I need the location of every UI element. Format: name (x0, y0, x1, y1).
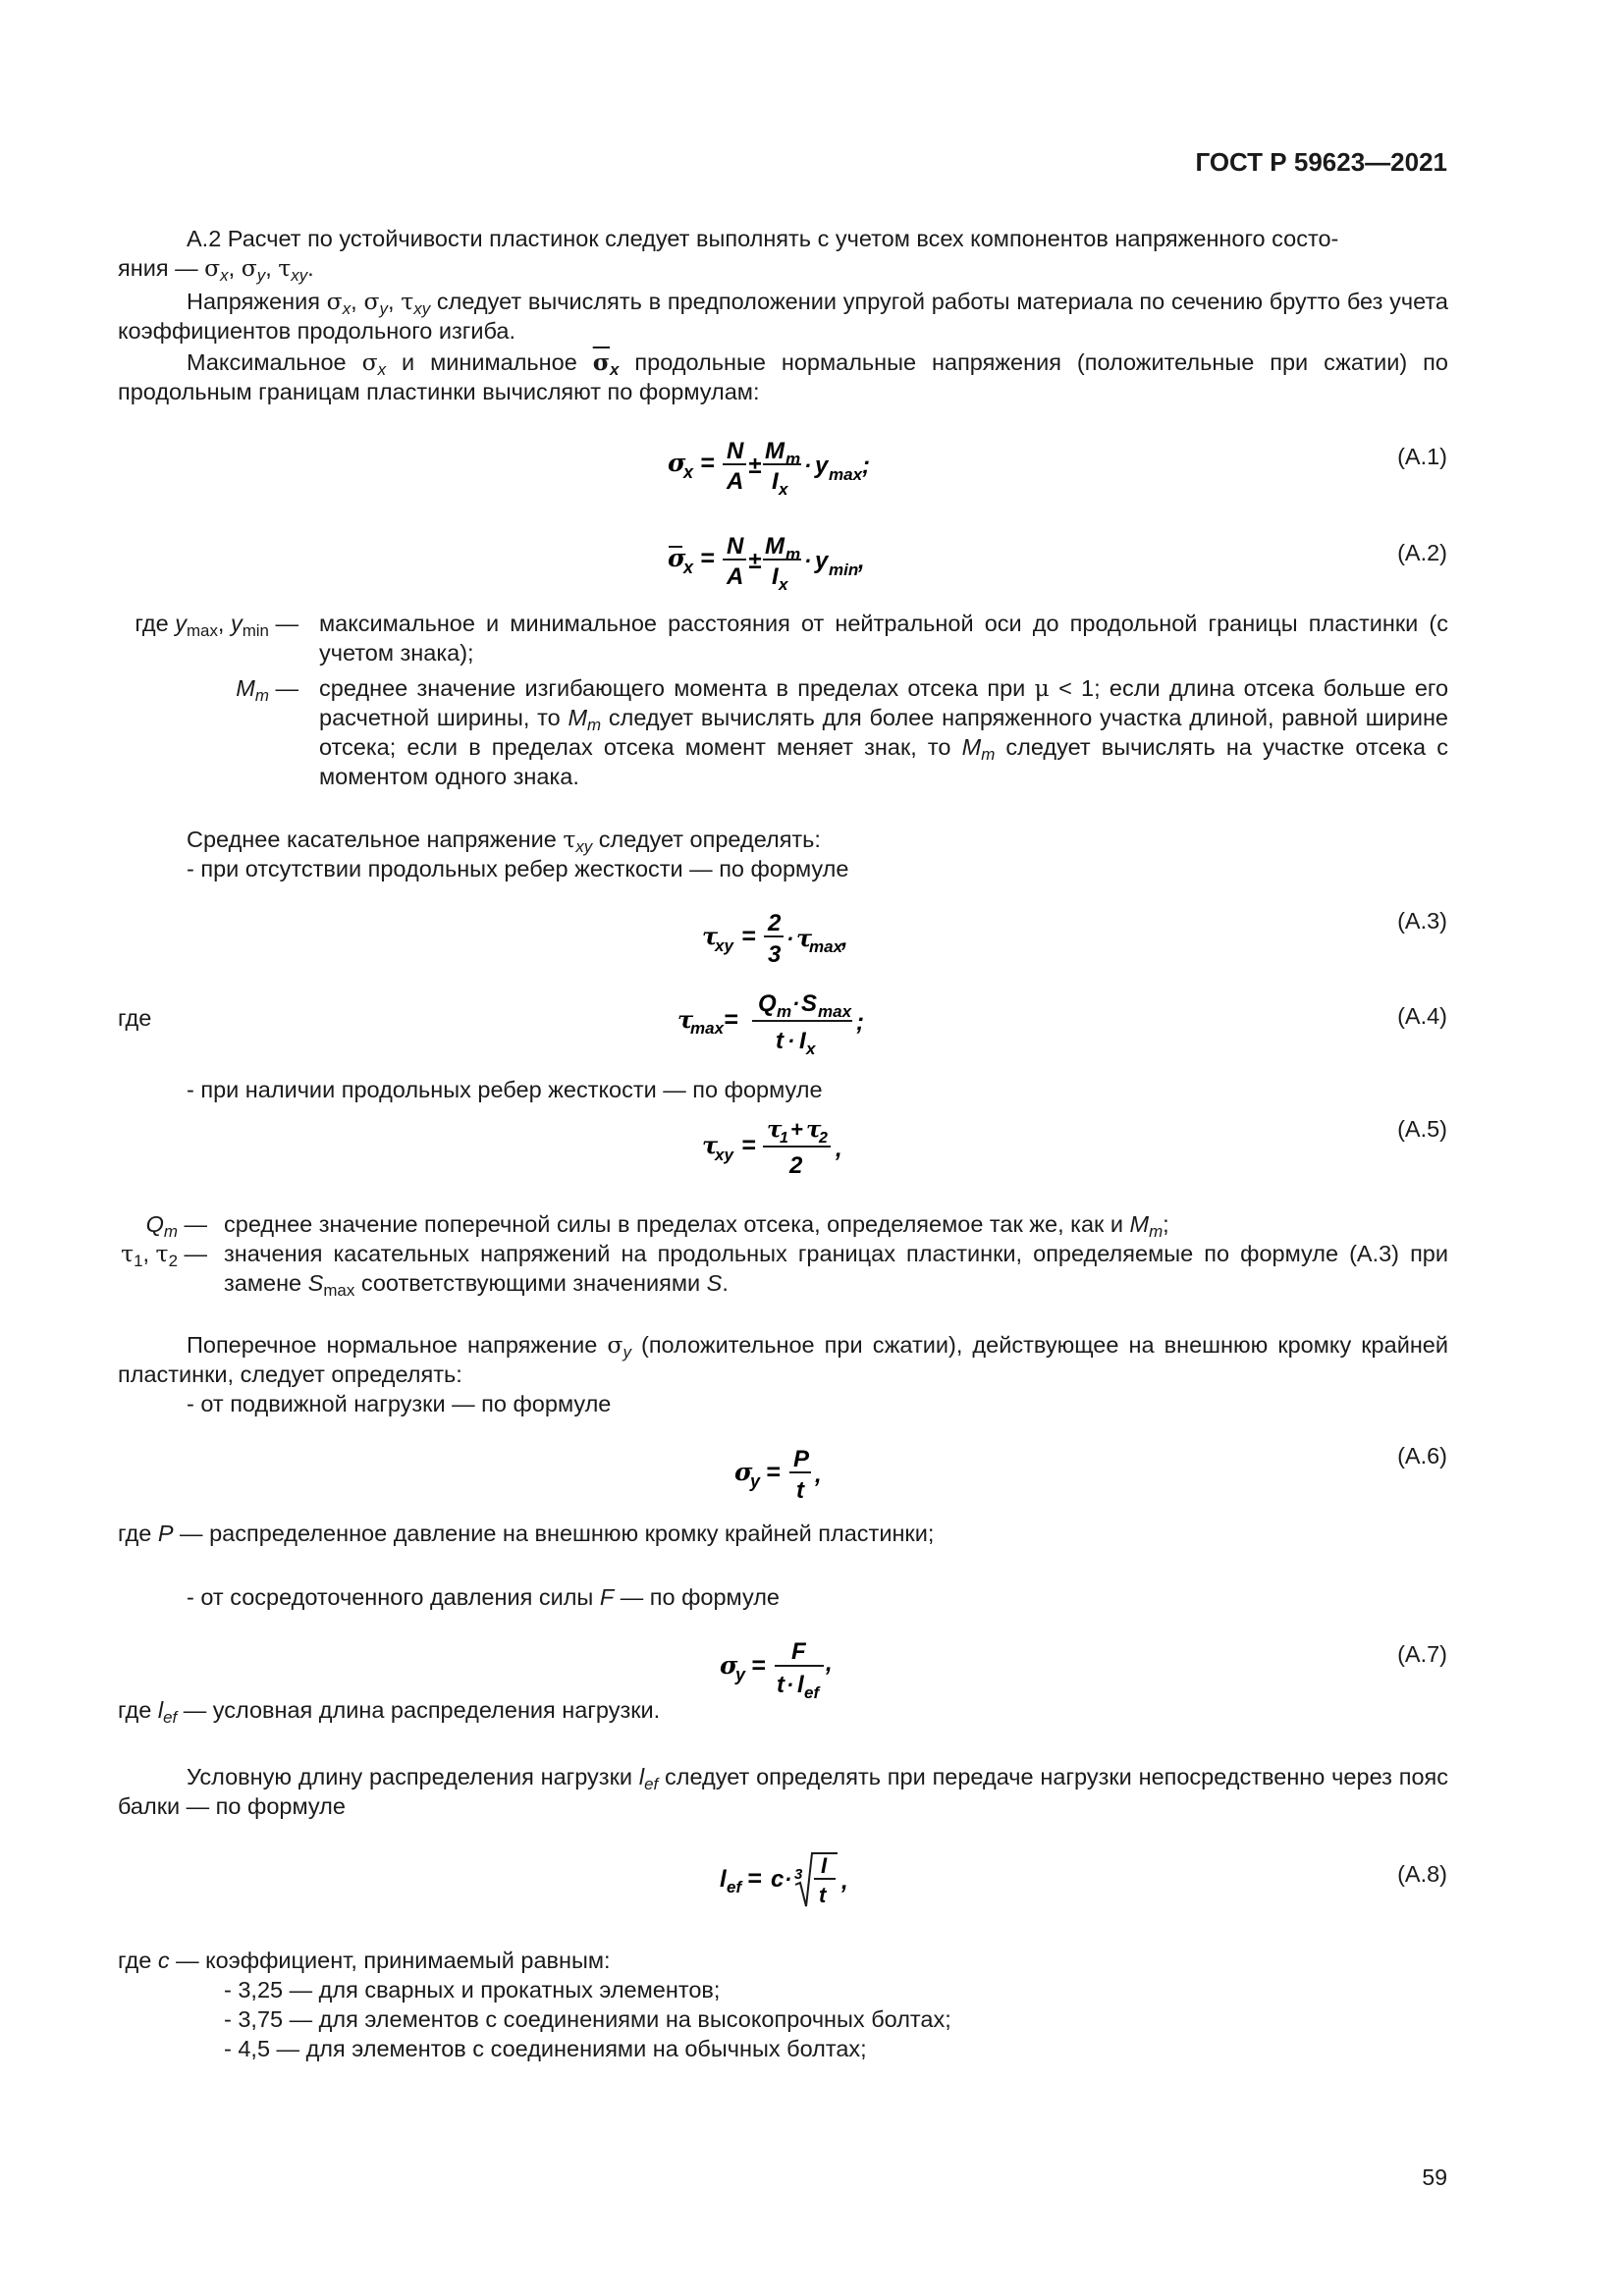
list-item-c2: - 3,75 — для элементов с соединениями на высокопрочных болтах; (224, 2006, 951, 2032)
svg-text:S: S (801, 990, 818, 1017)
svg-text:τ: τ (767, 1116, 783, 1143)
svg-text:=: = (747, 1865, 762, 1893)
definition-text-mm: среднее значение изгибающего момента в пределах отсека при μ < 1; если длина отсека больше его расчетной ширины, то $M_m$ следует вычислять для более напряженного участка длиной, равной ширине отсека; если в пределах отсека момент меняет знак, то $M_m$ следует вычислять на участке отсека с моментом одного знака. (319, 674, 1449, 789)
svg-text:t: t (776, 1028, 784, 1054)
formula-a5-svg (702, 1107, 898, 1186)
svg-text:Q: Q (758, 990, 777, 1017)
svg-text:m: m (785, 545, 801, 563)
svg-text:y: y (750, 1471, 761, 1491)
equation-number-a8: (А.8) (1397, 1861, 1447, 1887)
definition-text-tau12: значения касательных напряжений на продольных границах пластинки, определяемые по формуле (А.3) при замене $S_{max}$ соответствующими значениями S. (224, 1241, 1448, 1301)
svg-text:max: max (818, 1002, 852, 1021)
svg-text:c: c (771, 1866, 785, 1893)
svg-text:3: 3 (794, 1866, 803, 1883)
svg-text:N: N (727, 533, 744, 560)
svg-text:3: 3 (768, 941, 782, 968)
formula-a2 (668, 527, 903, 603)
formula-a7 (720, 1629, 877, 1715)
definition-text-ymax: максимальное и минимальное расстояния от нейтральной оси до продольной границы пластинки (с учетом знака); (319, 611, 1448, 666)
list-item-with-ribs: - при наличии продольных ребер жесткости — по формуле (187, 1077, 823, 1102)
formula-a5 (702, 1107, 898, 1193)
svg-text:x: x (779, 575, 788, 594)
svg-text:2: 2 (789, 1152, 803, 1179)
svg-text:=: = (766, 1459, 781, 1486)
svg-text:m: m (785, 450, 801, 468)
svg-text:y: y (815, 548, 829, 574)
where-p: где P — распределенное давление на внешнюю кромку крайней пластинки; (118, 1521, 935, 1546)
where-label-a4: где (118, 1005, 152, 1031)
svg-text:M: M (765, 533, 785, 560)
svg-text:σ: σ (720, 1651, 738, 1680)
formula-a3-svg (702, 903, 898, 972)
svg-text:ef: ef (804, 1683, 820, 1702)
paragraph-sigma-y: Поперечное нормальное напряжение $\sigma_y$ (положительное при сжатии), действующее на внешнюю кромку крайней пластинки, следует определять: (118, 1331, 1449, 1387)
svg-text:xy: xy (715, 1146, 733, 1164)
equation-number-a4: (А.4) (1397, 1003, 1447, 1029)
svg-text:σ: σ (734, 1458, 753, 1486)
page-number: 59 (1422, 2164, 1447, 2190)
svg-text:·: · (787, 1029, 795, 1053)
svg-text:A: A (727, 563, 744, 590)
paragraph-max-min: Максимальное $\sigma_x$ и минимальное $\overline{\sigma}_x$ продольные нормальные напряжения (положительные при сжатии) по продольным границам пластинки вычисляют по формулам: (118, 348, 1448, 404)
svg-text:·: · (804, 454, 812, 478)
svg-text:x: x (806, 1040, 816, 1058)
list-item-c3: - 4,5 — для элементов с соединениями на обычных болтах; (224, 2036, 867, 2061)
document-header: ГОСТ Р 59623—2021 (1195, 147, 1447, 177)
svg-text:max: max (809, 937, 843, 956)
list-item-no-ribs: - при отсутствии продольных ребер жесткости — по формуле (187, 856, 849, 881)
svg-text:·: · (786, 927, 794, 951)
svg-text:,: , (826, 1650, 833, 1677)
svg-text:,: , (841, 1868, 848, 1895)
svg-text:t: t (796, 1477, 804, 1504)
svg-text:+: + (790, 1117, 803, 1142)
list-item-point-load: - от сосредоточенного давления силы F — по формуле (187, 1584, 780, 1610)
list-item-c1: - 3,25 — для сварных и прокатных элементов; (224, 1977, 721, 2002)
svg-text:±: ± (748, 453, 762, 479)
svg-text:max: max (690, 1019, 725, 1038)
svg-text:τ: τ (677, 1005, 694, 1034)
formula-a1-svg (668, 432, 903, 501)
svg-text:M: M (765, 438, 785, 464)
definition-text-qm: среднее значение поперечной силы в пределах отсека, определяемое так же, как и $M_m$; (224, 1211, 1169, 1242)
svg-text:F: F (791, 1638, 806, 1665)
svg-text:;: ; (856, 1009, 864, 1036)
svg-text:2: 2 (768, 910, 782, 936)
svg-text:τ: τ (796, 924, 813, 952)
paragraph-lef: Условную длину распределения нагрузки $l_{ef}$ следует определять при передаче нагрузки непосредственно через пояс балки — по формуле (118, 1764, 1449, 1819)
svg-text:,: , (858, 548, 865, 574)
formula-a6 (734, 1439, 872, 1515)
svg-text:l: l (720, 1866, 727, 1893)
paragraph-tau: Среднее касательное напряжение $\tau_{xy}$ следует определять: (187, 826, 821, 857)
svg-text:y: y (815, 453, 829, 479)
svg-text:min: min (829, 561, 859, 579)
svg-text:x: x (683, 558, 694, 577)
svg-text:=: = (724, 1006, 738, 1034)
formula-a4-svg (677, 984, 913, 1062)
paragraph-a2-line2: яния — $\sigma_x$, $\sigma_y$, $\tau_{xy}$. (118, 254, 314, 286)
svg-text:=: = (700, 545, 715, 572)
svg-text:·: · (785, 1867, 792, 1892)
definition-term-ymax: где $y_{max}$, $y_{min}$ — (135, 611, 298, 641)
where-c: где c — коэффициент, принимаемый равным: (118, 1948, 611, 1973)
svg-text:=: = (700, 450, 715, 477)
definition-term-mm: $M_m$ — (236, 675, 298, 706)
svg-text:τ: τ (702, 922, 719, 950)
formula-a8 (720, 1845, 877, 1931)
svg-text:=: = (751, 1652, 766, 1680)
formula-a1 (668, 432, 903, 507)
svg-text:ef: ef (727, 1878, 742, 1896)
svg-text:=: = (741, 923, 756, 950)
formula-a7-svg (720, 1629, 877, 1708)
svg-text:·: · (804, 549, 812, 573)
equation-number-a7: (А.7) (1397, 1641, 1447, 1667)
svg-text:N: N (727, 438, 744, 464)
svg-text:±: ± (748, 548, 762, 574)
svg-text:,: , (815, 1462, 822, 1488)
svg-text:τ: τ (806, 1116, 822, 1143)
svg-text:t: t (777, 1672, 785, 1698)
definition-term-tau12: $\tau_1$, $\tau_2$ — (121, 1240, 207, 1271)
svg-text:xy: xy (715, 936, 733, 955)
equation-number-a3: (А.3) (1397, 908, 1447, 934)
svg-text:·: · (792, 991, 800, 1016)
formula-a3 (702, 903, 898, 979)
formula-a6-svg (734, 1439, 872, 1508)
svg-text:σ: σ (668, 449, 686, 477)
svg-text:x: x (779, 480, 788, 499)
svg-text:max: max (829, 465, 863, 484)
svg-text:I: I (772, 563, 779, 590)
svg-text:I: I (799, 1028, 806, 1054)
paragraph-stresses: Напряжения $\sigma_x$, $\sigma_y$, $\tau_{xy}$ следует вычислять в предположении упругой работы материала по сечению брутто без учета коэффициентов продольного изгиба. (118, 288, 1448, 344)
svg-text:P: P (793, 1446, 810, 1472)
svg-text:σ: σ (668, 544, 686, 572)
definition-term-qm: $Q_m$ — (145, 1211, 207, 1242)
equation-number-a6: (А.6) (1397, 1443, 1447, 1468)
svg-text:1: 1 (780, 1130, 788, 1147)
where-lef: где $l_{ef}$ — условная длина распределения нагрузки. (118, 1697, 661, 1728)
svg-text:=: = (741, 1132, 756, 1159)
svg-text:x: x (683, 462, 694, 482)
svg-text:m: m (777, 1002, 792, 1021)
svg-text:τ: τ (702, 1131, 719, 1159)
svg-text:I: I (772, 468, 779, 495)
formula-a4 (677, 984, 913, 1069)
svg-text:A: A (727, 468, 744, 495)
equation-number-a5: (А.5) (1397, 1116, 1447, 1142)
paragraph-a2-line1: А.2 Расчет по устойчивости пластинок следует выполнять с учетом всех компонентов напряженного состо- (187, 226, 1339, 251)
formula-a8-svg (720, 1845, 877, 1924)
equation-number-a2: (А.2) (1397, 540, 1447, 565)
svg-text:;: ; (862, 453, 870, 479)
svg-text:,: , (841, 926, 848, 952)
paragraph-a2 (118, 224, 1448, 253)
svg-text:,: , (836, 1136, 842, 1162)
svg-text:2: 2 (819, 1130, 828, 1147)
equation-number-a1: (А.1) (1397, 444, 1447, 469)
svg-text:·: · (786, 1673, 794, 1697)
svg-text:l: l (797, 1672, 804, 1698)
list-item-moving-load: - от подвижной нагрузки — по формуле (187, 1391, 612, 1416)
formula-a2-svg (668, 527, 903, 596)
svg-text:y: y (735, 1665, 746, 1684)
svg-text:t: t (819, 1883, 827, 1907)
svg-text:I: I (821, 1853, 828, 1878)
